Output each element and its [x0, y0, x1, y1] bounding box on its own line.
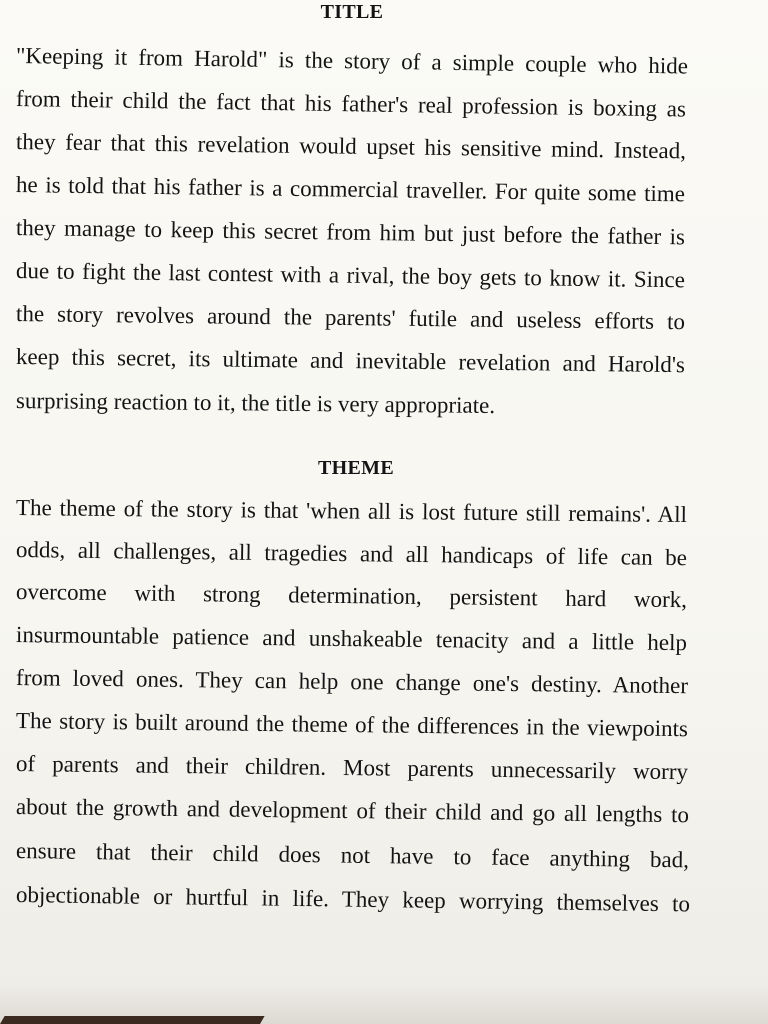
title-paragraph-line: from their child the fact that his father's real profession is boxing as [15, 86, 687, 122]
title-paragraph-line: the story revolves around the parents' futile and useless efforts to [15, 301, 686, 335]
theme-paragraph-line: ensure that their child does not have to face anything bad, [15, 838, 690, 873]
theme-paragraph-line: from loved ones. They can help one change one's destiny. Another [15, 665, 689, 699]
theme-paragraph-line: about the growth and development of their child and go all lengths to [15, 794, 690, 828]
theme-paragraph-line: odds, all challenges, all tragedies and all handicaps of life can be [15, 537, 688, 571]
title-paragraph-line: he is told that his father is a commercial traveller. For quite some time [15, 172, 686, 207]
title-paragraph-line: keep this secret, its ultimate and inevitable revelation and Harold's [15, 344, 686, 378]
book-cover-edge [0, 1016, 265, 1024]
theme-paragraph-line: insurmountable patience and unshakeable tenacity and a little help [15, 622, 688, 656]
theme-paragraph-line: The theme of the story is that 'when all is lost future still remains'. All [15, 495, 688, 528]
title-paragraph-line: they manage to keep this secret from him but just before the father is [15, 215, 686, 250]
title-paragraph-line: surprising reaction to it, the title is very appropriate. [15, 388, 496, 419]
theme-paragraph-line: of parents and their children. Most parents unnecessarily worry [15, 751, 689, 785]
theme-paragraph-line: overcome with strong determination, persistent hard work, [15, 579, 688, 613]
theme-paragraph-line: objectionable or hurtful in life. They keep worrying themselves to [15, 882, 691, 917]
theme-paragraph-line: The story is built around the theme of the differences in the viewpoints [15, 708, 689, 742]
section-heading-theme: THEME [318, 457, 394, 479]
title-paragraph-line: "Keeping it from Harold" is the story of a simple couple who hide [15, 43, 689, 79]
section-heading-title: TITLE [320, 1, 384, 23]
title-paragraph-line: due to fight the last contest with a rival, the boy gets to know it. Since [15, 258, 686, 293]
title-paragraph-line: they fear that this revelation would upset his sensitive mind. Instead, [15, 129, 687, 164]
